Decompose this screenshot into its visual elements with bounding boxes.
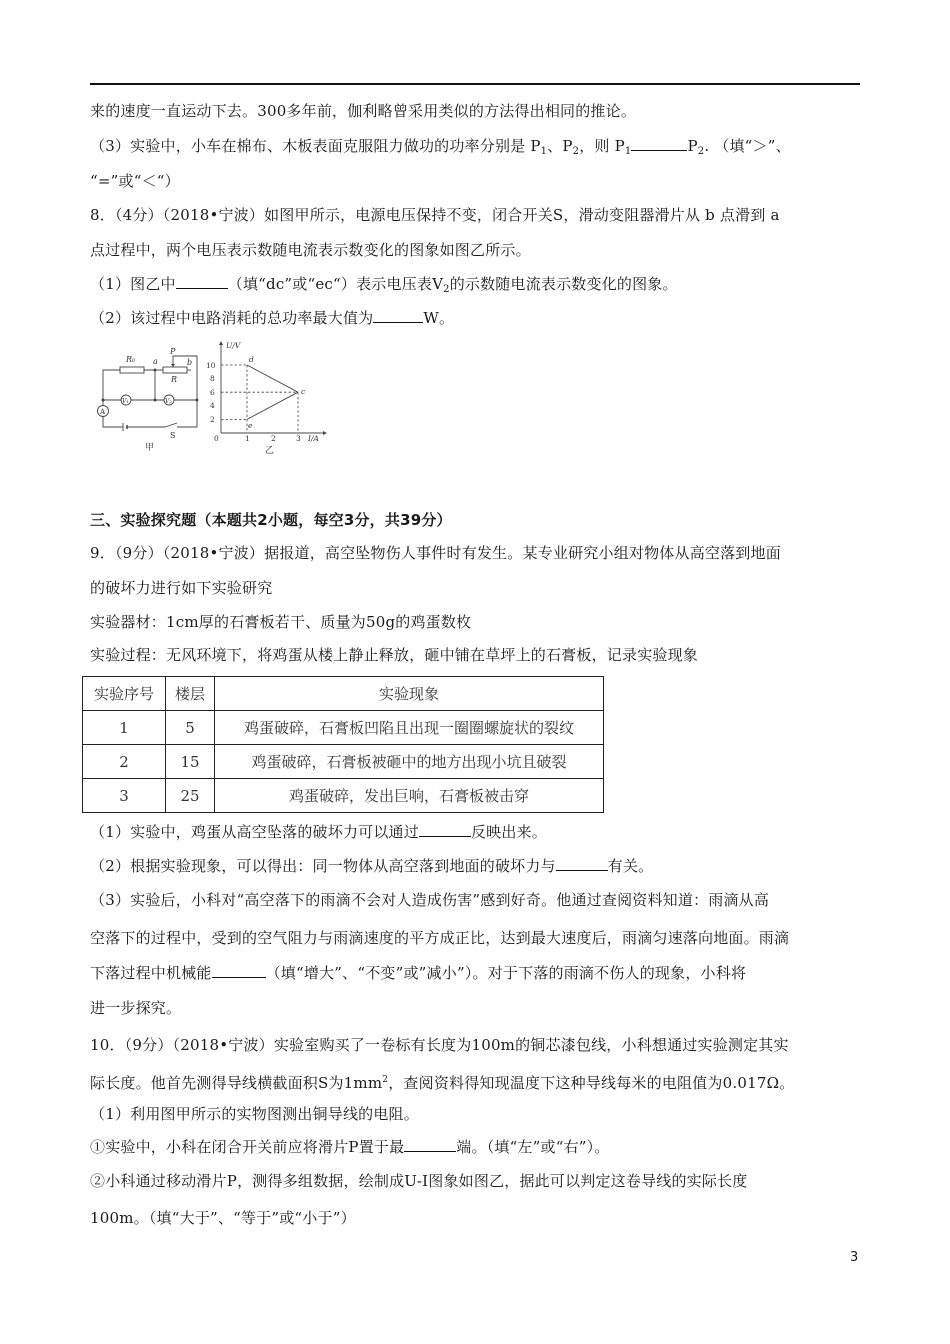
superscript: 2 [382, 1075, 389, 1085]
svg-text:A: A [100, 408, 106, 416]
q10-stem-line2 [90, 1070, 794, 1093]
q10-sub2-text: 100m。（填“大于”、“等于”或“小于”） [90, 1209, 356, 1227]
svg-text:b: b [187, 358, 193, 367]
q8-part2-text: W。 [423, 309, 455, 327]
table-cell: 5 [166, 711, 215, 745]
q9-part3-line4 [90, 998, 181, 1018]
rheostat-r [163, 367, 187, 373]
q10-text: ，查阅资料得知现温度下这种导线每米的电阻值为0.017Ω。 [388, 1074, 795, 1092]
q9-part3-line3 [90, 963, 746, 983]
q7-part3-text: （3）实验中，小车在棉布、木板表面克服阻力做功的功率分别是 P [90, 137, 541, 155]
q9-text: 9．（9分）（2018•宁波）据报道，高空坠物伤人事件时有发生。某专业研究小组对物体从高空落到地面 [90, 544, 781, 562]
header-rule [90, 83, 860, 85]
table-cell: 15 [166, 745, 215, 779]
table-cell: 鸡蛋破碎，石膏板被砸中的地方出现小坑且破裂 [215, 745, 604, 779]
subscript: 2 [572, 146, 580, 157]
q8-part1-text: （填“dc”或“ec“）表示电压表V [227, 275, 444, 293]
subscript: 2 [697, 146, 705, 157]
svg-text:6: 6 [210, 388, 215, 397]
q7-part3-text: ，则 P [579, 137, 625, 155]
subscript: 1 [540, 146, 548, 157]
q9-part3-text: 下落过程中机械能 [90, 964, 212, 982]
table-cell: 1 [83, 711, 166, 745]
svg-text:4: 4 [210, 401, 215, 410]
q9-process [90, 645, 698, 665]
q7-text-line [90, 101, 636, 121]
circuit-diagram-jia [98, 347, 199, 453]
svg-text:2: 2 [271, 434, 276, 443]
x-axis-label: I/A [308, 434, 319, 443]
q10-part1-text: （1）利用图甲所示的实物图测出铜导线的电阻。 [90, 1105, 419, 1123]
line-ec [247, 392, 298, 419]
table-header-row [83, 677, 604, 711]
q7-part3-text: P [687, 137, 698, 155]
q9-part3-text: （3）实验后，小科对“高空落下的雨滴不会对人造成伤害”感到好奇。他通过查阅资料知道：雨滴从高 [90, 891, 770, 909]
subscript: 2 [443, 284, 450, 295]
svg-text:d: d [249, 355, 254, 364]
y-axis-label: U/V [226, 341, 241, 350]
q8-part1 [90, 274, 678, 300]
svg-text:a: a [153, 357, 158, 366]
q9-materials [90, 612, 471, 632]
q9-part3-line1 [90, 890, 769, 910]
line-dc [247, 365, 298, 392]
column-header: 楼层 [166, 677, 215, 711]
q7-part3-options: “=”或“＜“） [90, 172, 180, 190]
svg-text:10: 10 [206, 361, 216, 370]
answer-blank[interactable] [404, 1137, 456, 1152]
q9-part1-text: 反映出来。 [470, 823, 547, 841]
q9-part2-text: 有关。 [607, 857, 654, 875]
q9-part3-text: 空落下的过程中，受到的空气阻力与雨滴速度的平方成正比，达到最大速度后，雨滴匀速落向地面。雨滴 [90, 929, 790, 947]
q10-part1 [90, 1104, 419, 1124]
section3-title: 三、实验探究题（本题共2小题，每空3分，共39分） [90, 511, 452, 529]
q9-materials-text: 实验器材：1cm厚的石膏板若干、质量为50g的鸡蛋数枚 [90, 613, 472, 631]
svg-text:V₁: V₁ [122, 398, 129, 405]
svg-text:R₀: R₀ [126, 355, 136, 364]
q7-part3-text: . （填“＞”、 [704, 137, 791, 155]
q8-figure [95, 340, 335, 458]
svg-text:1: 1 [245, 434, 250, 443]
q10-sub1 [90, 1137, 610, 1157]
q9-stem-line2 [90, 578, 272, 598]
svg-text:P: P [170, 347, 176, 356]
q9-process-text: 实验过程：无风环境下，将鸡蛋从楼上静止释放，砸中铺在草坪上的石膏板，记录实验现象 [90, 646, 699, 664]
q9-part1-text: （1）实验中，鸡蛋从高空坠落的破坏力可以通过 [90, 823, 419, 841]
answer-blank[interactable] [419, 822, 471, 837]
q8-part2 [90, 308, 454, 328]
q8-text: 8．（4分）（2018•宁波）如图甲所示，电源电压保持不变，闭合开关S，滑动变阻器滑片从 b 点滑到 a [90, 206, 780, 224]
q9-part1 [90, 822, 547, 842]
q8-text: 点过程中，两个电压表示数随电流表示数变化的图象如图乙所示。 [90, 241, 531, 259]
table-row [83, 711, 604, 745]
column-header: 实验序号 [83, 677, 166, 711]
ui-graph-yi [206, 341, 327, 456]
figure-caption-jia: 甲 [145, 443, 155, 453]
q7-line1: 来的速度一直运动下去。300多年前，伽利略曾采用类似的方法得出相同的推论。 [90, 102, 637, 120]
svg-text:e: e [248, 421, 253, 430]
q10-sub1-text: 端。（填“左”或“右”）。 [456, 1138, 610, 1156]
figure-caption-yi: 乙 [265, 446, 275, 456]
answer-blank[interactable] [631, 136, 687, 151]
column-header: 实验现象 [215, 677, 604, 711]
q8-part2-text: （2）该过程中电路消耗的总功率最大值为 [90, 309, 374, 327]
q10-text: 际长度。他首先测得导线横截面积S为1mm [90, 1074, 383, 1092]
svg-text:0: 0 [214, 434, 219, 443]
q9-part2-text: （2）根据实验现象，可以得出：同一物体从高空落到地面的破坏力与 [90, 857, 556, 875]
svg-text:V₂: V₂ [165, 398, 172, 405]
q9-part2 [90, 856, 653, 876]
svg-text:3: 3 [296, 434, 301, 443]
table-cell: 鸡蛋破碎，石膏板凹陷且出现一圈圈螺旋状的裂纹 [215, 711, 604, 745]
q10-text: 10．（9分）（2018•宁波）实验室购买了一卷标有长度为100m的铜芯漆包线，小科想通过实验测定其实 [90, 1036, 789, 1054]
q7-part3-text: 、P [547, 137, 573, 155]
q9-text: 的破坏力进行如下实验研究 [90, 579, 273, 597]
q7-part3-line2 [90, 171, 180, 191]
q10-sub1-text: ①实验中，小科在闭合开关前应将滑片P置于最 [90, 1138, 405, 1156]
table-cell: 2 [83, 745, 166, 779]
resistor-r0 [120, 367, 144, 373]
q8-stem-line2 [90, 240, 531, 260]
q9-part3-line2 [90, 928, 789, 948]
q9-part3-text: 进一步探究。 [90, 999, 182, 1017]
q8-part1-text: 的示数随电流表示数变化的图象。 [449, 275, 678, 293]
svg-text:S: S [170, 431, 176, 440]
q9-part3-text: （填“增大”、“不变”或”减小”）。对于下落的雨滴不伤人的现象，小科将 [265, 964, 747, 982]
q8-stem-line1 [90, 205, 780, 225]
answer-blank[interactable] [176, 274, 228, 289]
answer-blank[interactable] [373, 308, 423, 323]
q8-part1-text: （1）图乙中 [90, 275, 176, 293]
table-row [83, 779, 604, 813]
q10-sub2-text: ②小科通过移动滑片P，测得多组数据，绘制成U-I图象如图乙，据此可以判定这卷导线的实际长度 [90, 1172, 748, 1190]
svg-text:8: 8 [210, 374, 215, 383]
answer-blank[interactable] [556, 856, 608, 871]
experiment-table [82, 676, 604, 813]
answer-blank[interactable] [212, 963, 266, 978]
svg-text:c: c [301, 387, 306, 396]
q9-stem-line1 [90, 543, 781, 563]
q7-part3 [90, 136, 791, 162]
table-cell: 25 [166, 779, 215, 813]
subscript: 1 [624, 146, 632, 157]
q10-sub2-line1 [90, 1171, 747, 1191]
table-cell: 鸡蛋破碎，发出巨响，石膏板被击穿 [215, 779, 604, 813]
svg-text:2: 2 [210, 415, 215, 424]
svg-text:R: R [171, 375, 178, 384]
q10-sub2-line2 [90, 1208, 356, 1228]
q10-stem-line1 [90, 1035, 789, 1055]
table-row [83, 745, 604, 779]
table-cell: 3 [83, 779, 166, 813]
section-heading [90, 510, 452, 530]
page-number: 3 [850, 1250, 859, 1265]
